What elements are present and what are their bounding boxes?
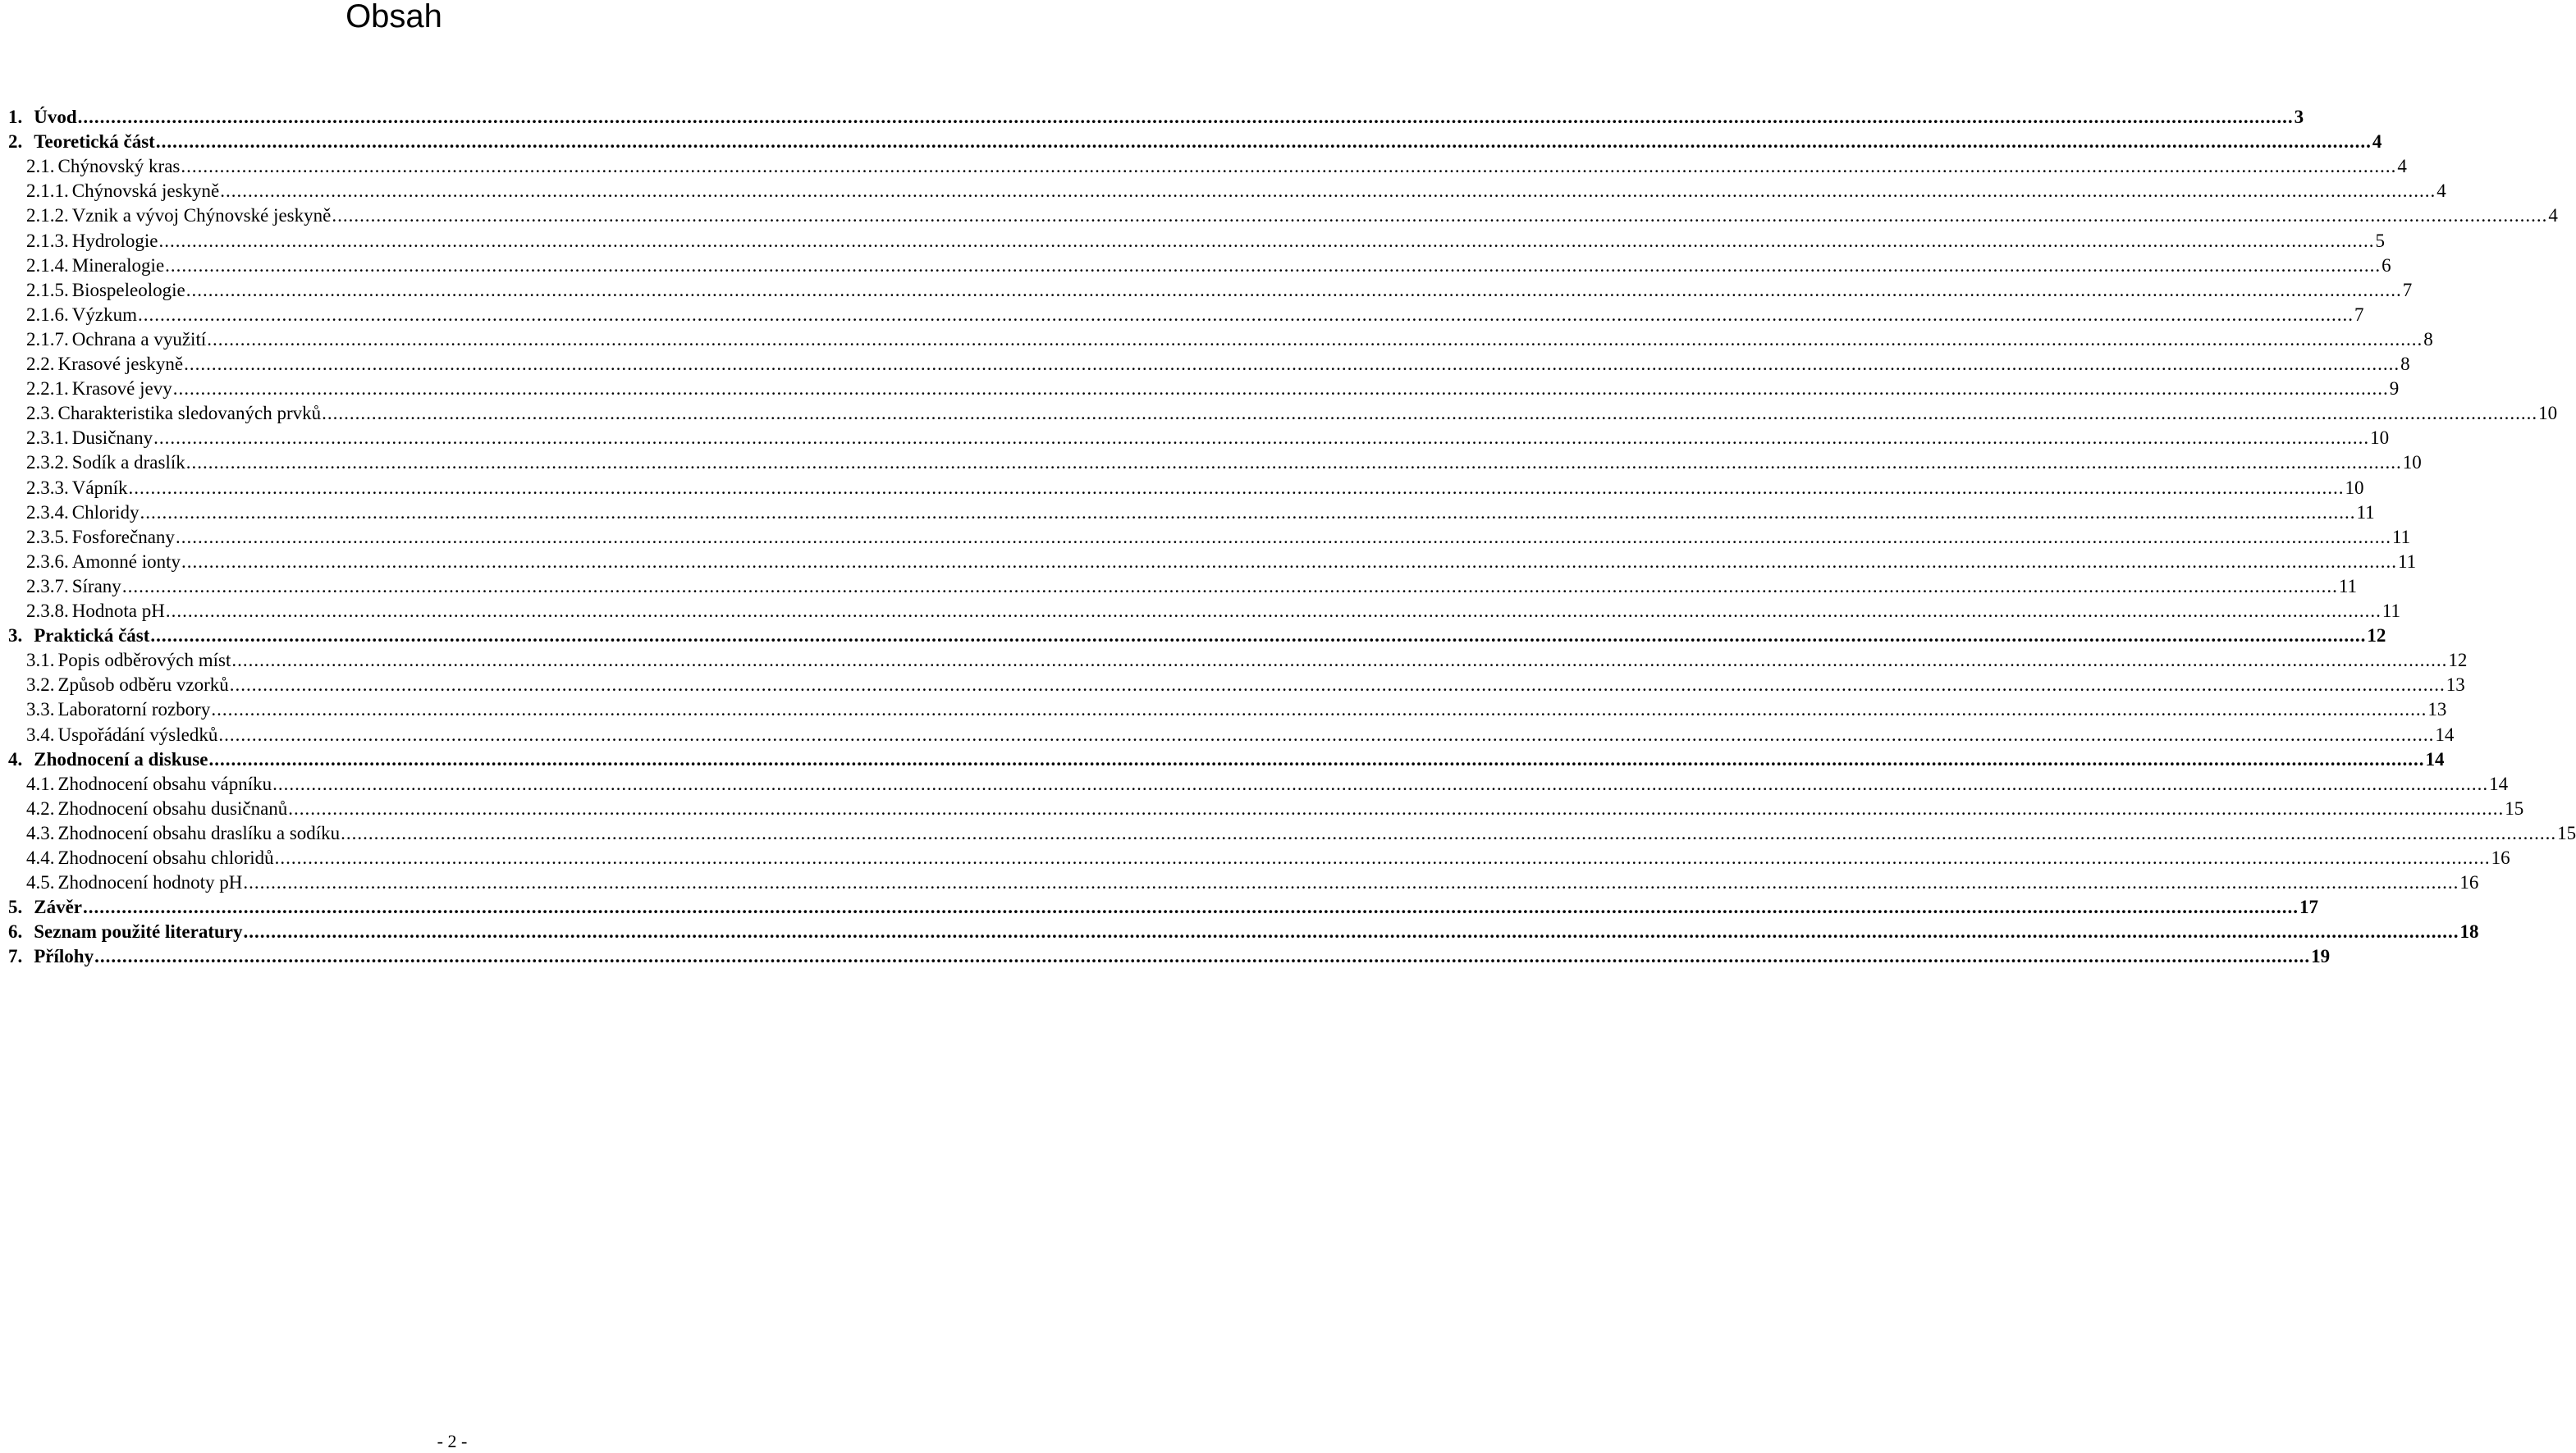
toc-entry-number: 2.2. <box>26 354 55 374</box>
toc-entry-title: Teoretická část <box>34 131 155 152</box>
toc-entry-number: 3.1. <box>26 650 55 670</box>
toc-entry-number: 2. <box>8 131 23 152</box>
toc-entry-leader: ................................................................................................................................................................................................................................................................................................................................................................................................................ <box>77 107 2294 127</box>
toc-entry-title: Hydrologie <box>71 231 158 251</box>
toc-entry[interactable] <box>8 918 2479 943</box>
toc-entry-page: 4 <box>2397 156 2407 176</box>
toc-entry-page: 11 <box>2382 601 2400 621</box>
toc-entry-leader: ................................................................................................................................................................................................................................................................................................................................................................................................................ <box>158 231 2375 251</box>
toc-entry-page: 9 <box>2389 378 2400 399</box>
toc-entry-page: 14 <box>2435 724 2455 745</box>
toc-entry[interactable] <box>26 474 2364 499</box>
toc-entry-leader: ................................................................................................................................................................................................................................................................................................................................................................................................................ <box>165 601 2382 621</box>
toc-entry-page: 10 <box>2402 452 2422 473</box>
toc-entry-number: 4.1. <box>26 774 55 794</box>
toc-entry-title: Vznik a vývoj Chýnovské jeskyně <box>71 205 332 226</box>
toc-entry-leader: ................................................................................................................................................................................................................................................................................................................................................................................................................ <box>128 477 2345 498</box>
toc-entry-leader: ................................................................................................................................................................................................................................................................................................................................................................................................................ <box>121 576 2338 596</box>
toc-entry-title: Popis odběrových míst <box>57 650 231 670</box>
toc-entry-number: 4.5. <box>26 872 55 893</box>
toc-entry-page: 10 <box>2370 427 2390 448</box>
toc-entry-title: Sodík a draslík <box>71 452 185 473</box>
toc-entry-page: 13 <box>2427 699 2447 720</box>
page-title: Obsah <box>345 0 442 34</box>
toc-entry-title: Zhodnocení a diskuse <box>34 749 208 770</box>
toc-entry-page: 17 <box>2299 897 2319 917</box>
toc-entry-page: 14 <box>2489 774 2509 794</box>
toc-entry-leader: ................................................................................................................................................................................................................................................................................................................................................................................................................ <box>220 180 2436 201</box>
toc-entry-title: Zhodnocení obsahu vápníku <box>57 774 272 794</box>
toc-entry-title: Krasové jeskyně <box>57 354 184 374</box>
toc-entry-page: 11 <box>2398 551 2417 572</box>
toc-entry-number: 4. <box>8 749 23 770</box>
page-number: - 2 - <box>437 1431 468 1451</box>
toc-entry-leader: ................................................................................................................................................................................................................................................................................................................................................................................................................ <box>185 452 2402 473</box>
toc-entry-title: Krasové jevy <box>71 378 172 399</box>
toc-entry[interactable] <box>26 227 2386 252</box>
toc-entry-number: 5. <box>8 897 23 917</box>
toc-entry-title: Amonné ionty <box>71 551 181 572</box>
toc-entry-title: Závěr <box>34 897 83 917</box>
toc-entry-leader: ................................................................................................................................................................................................................................................................................................................................................................................................................ <box>184 354 2400 374</box>
toc-entry-title: Způsob odběru vzorků <box>57 674 229 695</box>
toc-entry-page: 11 <box>2391 527 2411 547</box>
toc-entry-number: 2.3.6. <box>26 551 69 572</box>
toc-entry[interactable] <box>26 400 2558 424</box>
toc-entry-number: 2.3.7. <box>26 576 69 596</box>
toc-entry-number: 3.3. <box>26 699 55 720</box>
toc-entry-leader: ................................................................................................................................................................................................................................................................................................................................................................................................................ <box>274 848 2491 868</box>
toc-entry-leader: ................................................................................................................................................................................................................................................................................................................................................................................................................ <box>288 798 2505 819</box>
toc-entry-title: Úvod <box>34 107 77 127</box>
toc-entry-number: 2.1.5. <box>26 280 69 300</box>
toc-entry-leader: ................................................................................................................................................................................................................................................................................................................................................................................................................ <box>155 131 2372 152</box>
toc-entry-number: 2.1.1. <box>26 180 69 201</box>
toc-entry-title: Dusičnany <box>71 427 153 448</box>
toc-entry-number: 2.3.5. <box>26 527 69 547</box>
toc-entry-page: 4 <box>2436 180 2446 201</box>
toc-entry[interactable] <box>26 820 2576 844</box>
toc-entry-page: 15 <box>2557 823 2576 843</box>
toc-entry-page: 16 <box>2491 848 2510 868</box>
toc-entry-leader: ................................................................................................................................................................................................................................................................................................................................................................................................................ <box>172 378 2389 399</box>
toc-entry[interactable] <box>26 350 2410 375</box>
toc-entry-number: 6. <box>8 921 23 942</box>
toc-entry-title: Seznam použité literatury <box>34 921 243 942</box>
toc-entry-page: 8 <box>2423 329 2433 350</box>
toc-entry-leader: ................................................................................................................................................................................................................................................................................................................................................................................................................ <box>150 625 2367 646</box>
toc-entry-number: 2.3.1. <box>26 427 69 448</box>
toc-entry-title: Biospeleologie <box>71 280 185 300</box>
toc-entry-leader: ................................................................................................................................................................................................................................................................................................................................................................................................................ <box>83 897 2299 917</box>
toc-entry-page: 8 <box>2400 354 2410 374</box>
toc-entry-leader: ................................................................................................................................................................................................................................................................................................................................................................................................................ <box>218 724 2435 745</box>
toc-entry-page: 11 <box>2338 576 2357 596</box>
toc-entry-leader: ................................................................................................................................................................................................................................................................................................................................................................................................................ <box>332 205 2548 226</box>
toc-entry[interactable] <box>26 499 2375 523</box>
toc-entry-number: 2.1.6. <box>26 304 69 325</box>
toc-entry[interactable] <box>8 746 2445 770</box>
toc-entry-title: Přílohy <box>34 946 94 966</box>
toc-entry-title: Chloridy <box>71 502 140 523</box>
toc-entry[interactable] <box>26 721 2455 746</box>
toc-entry-title: Chýnovská jeskyně <box>71 180 220 201</box>
toc-entry-title: Uspořádání výsledků <box>57 724 218 745</box>
toc-entry-leader: ................................................................................................................................................................................................................................................................................................................................................................................................................ <box>181 551 2397 572</box>
toc-entry-title: Laboratorní rozbory <box>57 699 211 720</box>
toc-entry-title: Zhodnocení obsahu dusičnanů <box>57 798 288 819</box>
toc-entry-page: 14 <box>2425 749 2445 770</box>
toc-entry-number: 3. <box>8 625 23 646</box>
toc-entry-page: 4 <box>2548 205 2558 226</box>
toc-entry-number: 2.1. <box>26 156 55 176</box>
toc-entry[interactable] <box>8 893 2319 918</box>
toc-entry-leader: ................................................................................................................................................................................................................................................................................................................................................................................................................ <box>243 872 2459 893</box>
toc-entry-leader: ................................................................................................................................................................................................................................................................................................................................................................................................................ <box>231 650 2448 670</box>
toc-entry[interactable] <box>26 795 2524 820</box>
toc-entry-title: Zhodnocení hodnoty pH <box>57 872 243 893</box>
toc-entry-leader: ................................................................................................................................................................................................................................................................................................................................................................................................................ <box>211 699 2427 720</box>
toc-entry[interactable] <box>26 449 2422 473</box>
toc-entry[interactable] <box>26 276 2413 301</box>
toc-entry-title: Zhodnocení obsahu draslíku a sodíku <box>57 823 341 843</box>
toc-entry[interactable] <box>26 548 2417 573</box>
toc-entry-page: 5 <box>2375 231 2386 251</box>
toc-entry-number: 3.2. <box>26 674 55 695</box>
toc-entry-leader: ................................................................................................................................................................................................................................................................................................................................................................................................................ <box>94 946 2311 966</box>
toc-entry-number: 2.1.4. <box>26 255 69 276</box>
toc-entry-title: Výzkum <box>71 304 137 325</box>
toc-entry[interactable] <box>26 770 2509 795</box>
toc-entry[interactable] <box>26 869 2479 893</box>
toc-entry-title: Praktická část <box>34 625 150 646</box>
toc-entry-number: 2.3.4. <box>26 502 69 523</box>
toc-entry-page: 10 <box>2345 477 2364 498</box>
toc-entry-title: Charakteristika sledovaných prvků <box>57 403 322 423</box>
toc-entry-leader: ................................................................................................................................................................................................................................................................................................................................................................................................................ <box>229 674 2446 695</box>
toc-entry-number: 4.3. <box>26 823 55 843</box>
toc-entry[interactable] <box>26 153 2407 177</box>
toc-entry[interactable] <box>26 301 2364 326</box>
toc-entry-leader: ................................................................................................................................................................................................................................................................................................................................................................................................................ <box>272 774 2489 794</box>
toc-entry[interactable] <box>8 103 2304 128</box>
toc-entry-number: 2.3.2. <box>26 452 69 473</box>
toc-entry-page: 4 <box>2372 131 2382 152</box>
toc-entry-page: 7 <box>2402 280 2413 300</box>
toc-entry-page: 3 <box>2294 107 2304 127</box>
toc-entry[interactable] <box>26 696 2447 720</box>
toc-entry-leader: ................................................................................................................................................................................................................................................................................................................................................................................................................ <box>341 823 2557 843</box>
toc-entry-title: Hodnota pH <box>71 601 165 621</box>
toc-entry-title: Ochrana a využití <box>71 329 207 350</box>
toc-entry-page: 18 <box>2459 921 2479 942</box>
toc-entry-page: 15 <box>2505 798 2524 819</box>
toc-entry-number: 2.3.8. <box>26 601 69 621</box>
toc-entry-leader: ................................................................................................................................................................................................................................................................................................................................................................................................................ <box>165 255 2382 276</box>
toc-entry[interactable] <box>8 622 2386 647</box>
toc-entry-leader: ................................................................................................................................................................................................................................................................................................................................................................................................................ <box>175 527 2391 547</box>
toc-entry-leader: ................................................................................................................................................................................................................................................................................................................................................................................................................ <box>137 304 2354 325</box>
toc-entry-leader: ................................................................................................................................................................................................................................................................................................................................................................................................................ <box>181 156 2397 176</box>
toc-entry-title: Zhodnocení obsahu chloridů <box>57 848 274 868</box>
toc-entry-title: Vápník <box>71 477 128 498</box>
toc-entry[interactable] <box>8 943 2331 967</box>
toc-entry-leader: ................................................................................................................................................................................................................................................................................................................................................................................................................ <box>208 749 2425 770</box>
toc-entry-number: 2.1.7. <box>26 329 69 350</box>
toc-entry[interactable] <box>8 128 2382 153</box>
toc-entry-number: 1. <box>8 107 23 127</box>
toc-entry-leader: ................................................................................................................................................................................................................................................................................................................................................................................................................ <box>185 280 2402 300</box>
toc-entry-page: 16 <box>2459 872 2479 893</box>
toc-entry-title: Sírany <box>71 576 121 596</box>
toc-entry[interactable] <box>26 375 2400 400</box>
toc-entry[interactable] <box>26 177 2446 202</box>
toc-entry-page: 7 <box>2354 304 2364 325</box>
toc-entry[interactable] <box>26 326 2433 350</box>
toc-entry-page: 11 <box>2356 502 2375 523</box>
toc-entry-number: 7. <box>8 946 23 966</box>
toc-entry[interactable] <box>26 647 2468 671</box>
toc-entry-leader: ................................................................................................................................................................................................................................................................................................................................................................................................................ <box>140 502 2356 523</box>
toc-entry[interactable] <box>26 523 2411 548</box>
toc-entry[interactable] <box>26 252 2391 276</box>
toc-entry-title: Mineralogie <box>71 255 165 276</box>
toc-entry-number: 2.2.1. <box>26 378 69 399</box>
toc-entry-leader: ................................................................................................................................................................................................................................................................................................................................................................................................................ <box>322 403 2538 423</box>
toc-entry-number: 2.3. <box>26 403 55 423</box>
toc-entry[interactable] <box>26 573 2357 597</box>
toc-entry-leader: ................................................................................................................................................................................................................................................................................................................................................................................................................ <box>153 427 2370 448</box>
toc-entry-title: Chýnovský kras <box>57 156 181 176</box>
toc-entry-number: 4.2. <box>26 798 55 819</box>
toc-entry[interactable] <box>26 424 2390 449</box>
toc-entry[interactable] <box>26 671 2465 696</box>
toc-entry[interactable] <box>26 597 2400 622</box>
toc-entry-number: 2.1.3. <box>26 231 69 251</box>
toc-entry[interactable] <box>26 202 2558 226</box>
toc-entry-number: 2.3.3. <box>26 477 69 498</box>
toc-entry-number: 2.1.2. <box>26 205 69 226</box>
toc-entry-page: 19 <box>2311 946 2331 966</box>
toc-entry-page: 6 <box>2382 255 2391 276</box>
toc-entry-page: 12 <box>2367 625 2386 646</box>
toc-entry-leader: ................................................................................................................................................................................................................................................................................................................................................................................................................ <box>207 329 2423 350</box>
toc-entry-number: 3.4. <box>26 724 55 745</box>
toc-entry-title: Fosforečnany <box>71 527 175 547</box>
toc-entry-number: 4.4. <box>26 848 55 868</box>
toc-entry-page: 10 <box>2538 403 2558 423</box>
toc-entry-leader: ................................................................................................................................................................................................................................................................................................................................................................................................................ <box>243 921 2459 942</box>
toc-entry[interactable] <box>26 844 2510 869</box>
toc-entry-page: 12 <box>2448 650 2468 670</box>
toc-entry-page: 13 <box>2446 674 2465 695</box>
